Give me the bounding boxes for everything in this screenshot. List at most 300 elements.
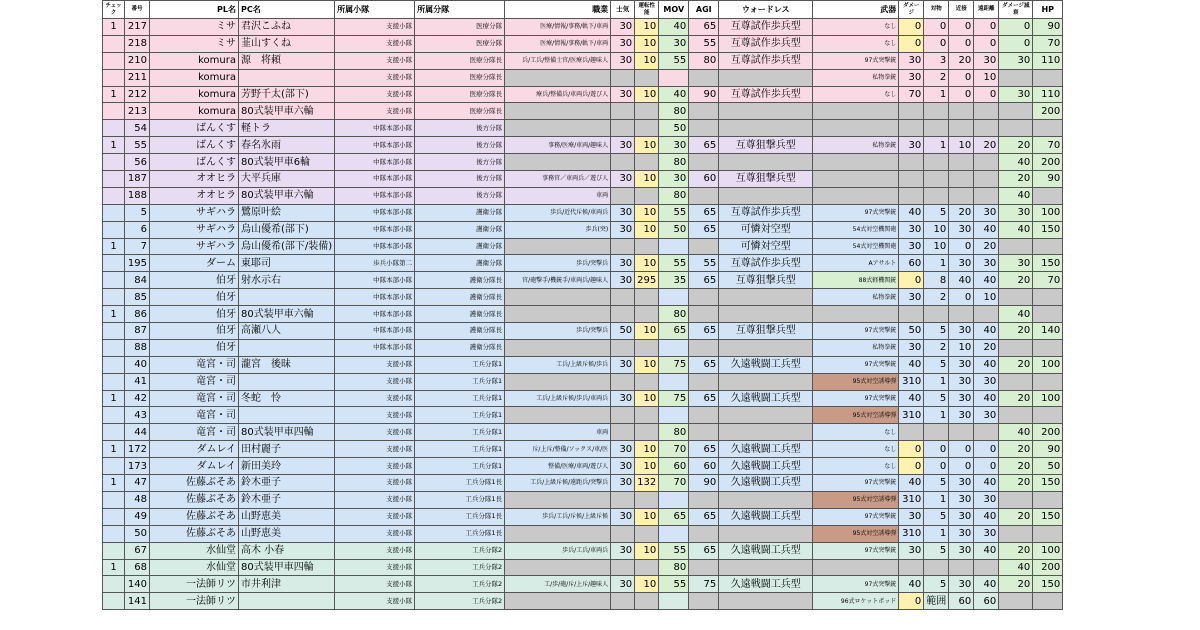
cell-class[interactable] (505, 559, 611, 576)
cell-squad[interactable]: 支援小隊 (335, 576, 415, 593)
cell-weapon[interactable]: 97式突撃銃 (813, 390, 899, 407)
cell-ranged[interactable]: 40 (974, 323, 999, 340)
cell-team[interactable]: 医療分隊 (415, 35, 505, 52)
cell-hp[interactable]: 200 (1033, 103, 1063, 120)
cell-number[interactable]: 56 (125, 154, 150, 171)
cell-class[interactable] (505, 593, 611, 610)
cell-morale[interactable]: 30 (611, 52, 635, 69)
cell-morale[interactable] (611, 154, 635, 171)
cell-damage-reduction[interactable] (999, 103, 1033, 120)
cell-melee[interactable]: 0 (949, 441, 974, 458)
cell-damage-reduction[interactable] (999, 339, 1033, 356)
cell-morale[interactable] (611, 306, 635, 323)
cell-wardress[interactable]: 互尊試作歩兵型 (719, 204, 813, 221)
cell-anti-object[interactable]: 5 (924, 390, 949, 407)
cell-pc-name[interactable]: 鈴木亜子 (239, 491, 335, 508)
cell-number[interactable]: 87 (125, 323, 150, 340)
cell-number[interactable]: 55 (125, 137, 150, 154)
cell-damage[interactable]: 30 (899, 137, 924, 154)
cell-wardress[interactable] (719, 120, 813, 137)
cell-wardress[interactable] (719, 424, 813, 441)
cell-team[interactable]: 護衛分隊 (415, 204, 505, 221)
cell-wardress[interactable] (719, 289, 813, 306)
cell-number[interactable]: 68 (125, 559, 150, 576)
cell-team[interactable]: 工兵分隊1 (415, 458, 505, 475)
cell-wardress[interactable]: 互尊狙撃兵型 (719, 272, 813, 289)
header-squad[interactable]: 所属小隊 (335, 1, 415, 19)
cell-weapon[interactable]: 97式突撃銃 (813, 204, 899, 221)
header-damage[interactable]: ダメージ (899, 1, 924, 19)
cell-ranged[interactable] (974, 154, 999, 171)
cell-weapon[interactable]: 95式対空誘導弾 (813, 373, 899, 390)
cell-weapon[interactable]: Aアサルト (813, 255, 899, 272)
cell-pl-name[interactable]: 伯牙 (150, 289, 239, 306)
cell-morale[interactable]: 30 (611, 441, 635, 458)
cell-class[interactable] (505, 525, 611, 542)
cell-wardress[interactable]: 互尊狙撃兵型 (719, 323, 813, 340)
cell-damage-reduction[interactable]: 20 (999, 508, 1033, 525)
cell-melee[interactable]: 30 (949, 323, 974, 340)
cell-pc-name[interactable]: 山野恵美 (239, 525, 335, 542)
cell-hp[interactable] (1033, 69, 1063, 86)
cell-vehicle[interactable]: 132 (635, 475, 659, 492)
cell-weapon[interactable]: 私物拳銃 (813, 289, 899, 306)
cell-wardress[interactable]: 互尊試作歩兵型 (719, 255, 813, 272)
cell-melee[interactable]: 30 (949, 576, 974, 593)
cell-agi[interactable] (689, 69, 719, 86)
cell-pl-name[interactable]: 佐藤ぶそあ (150, 508, 239, 525)
cell-melee[interactable]: 0 (949, 19, 974, 36)
cell-check[interactable] (103, 289, 125, 306)
cell-squad[interactable]: 中隊本部小隊 (335, 120, 415, 137)
cell-weapon[interactable]: 54式対空機関砲 (813, 221, 899, 238)
cell-pl-name[interactable]: komura (150, 69, 239, 86)
cell-squad[interactable]: 支援小隊 (335, 69, 415, 86)
cell-agi[interactable] (689, 525, 719, 542)
cell-class[interactable]: 歩兵/近代斥候/車両兵 (505, 204, 611, 221)
cell-damage-reduction[interactable] (999, 525, 1033, 542)
cell-ranged[interactable]: 20 (974, 137, 999, 154)
cell-morale[interactable]: 30 (611, 475, 635, 492)
cell-vehicle[interactable] (635, 559, 659, 576)
cell-class[interactable]: 工兵/上級斥候/遠距兵/突撃兵 (505, 475, 611, 492)
cell-check[interactable]: 1 (103, 559, 125, 576)
cell-pc-name[interactable]: 烏山優希(部下) (239, 221, 335, 238)
header-weapon[interactable]: 武器 (813, 1, 899, 19)
cell-ranged[interactable]: 30 (974, 491, 999, 508)
cell-anti-object[interactable]: 0 (924, 35, 949, 52)
cell-hp[interactable] (1033, 289, 1063, 306)
cell-number[interactable]: 48 (125, 491, 150, 508)
cell-ranged[interactable]: 40 (974, 390, 999, 407)
cell-check[interactable] (103, 491, 125, 508)
cell-morale[interactable] (611, 289, 635, 306)
cell-team[interactable]: 医療分隊長 (415, 69, 505, 86)
cell-class[interactable]: 工兵/上級斥候/歩兵 (505, 356, 611, 373)
cell-morale[interactable]: 30 (611, 221, 635, 238)
cell-anti-object[interactable]: 5 (924, 204, 949, 221)
cell-pc-name[interactable]: 芳野千太(部下) (239, 86, 335, 103)
cell-hp[interactable]: 100 (1033, 542, 1063, 559)
cell-class[interactable]: 兵/工兵/整備士官/医療兵/趣味人 (505, 52, 611, 69)
cell-agi[interactable]: 65 (689, 272, 719, 289)
cell-hp[interactable] (1033, 593, 1063, 610)
cell-mov[interactable]: 80 (659, 154, 689, 171)
header-mov[interactable]: MOV (659, 1, 689, 19)
cell-pl-name[interactable]: オオヒラ (150, 187, 239, 204)
cell-weapon[interactable]: 95式対空誘導弾 (813, 407, 899, 424)
cell-weapon[interactable]: 95式対空誘導弾 (813, 491, 899, 508)
cell-damage-reduction[interactable]: 40 (999, 154, 1033, 171)
cell-damage-reduction[interactable]: 40 (999, 559, 1033, 576)
cell-wardress[interactable] (719, 525, 813, 542)
cell-anti-object[interactable] (924, 306, 949, 323)
cell-anti-object[interactable]: 10 (924, 238, 949, 255)
cell-pl-name[interactable]: 伯牙 (150, 306, 239, 323)
cell-vehicle[interactable]: 10 (635, 19, 659, 36)
cell-vehicle[interactable]: 10 (635, 204, 659, 221)
cell-ranged[interactable]: 40 (974, 542, 999, 559)
cell-anti-object[interactable]: 1 (924, 137, 949, 154)
cell-check[interactable] (103, 255, 125, 272)
cell-class[interactable]: 車両 (505, 187, 611, 204)
cell-hp[interactable]: 200 (1033, 424, 1063, 441)
cell-team[interactable]: 護衛分隊 (415, 221, 505, 238)
cell-weapon[interactable]: なし (813, 441, 899, 458)
cell-vehicle[interactable]: 10 (635, 171, 659, 188)
cell-anti-object[interactable]: 5 (924, 323, 949, 340)
cell-team[interactable]: 工兵分隊1 (415, 407, 505, 424)
cell-team[interactable]: 医療分隊 (415, 19, 505, 36)
cell-weapon[interactable] (813, 187, 899, 204)
cell-class[interactable] (505, 306, 611, 323)
cell-pl-name[interactable]: ミサ (150, 19, 239, 36)
cell-number[interactable]: 187 (125, 171, 150, 188)
cell-agi[interactable] (689, 373, 719, 390)
cell-vehicle[interactable]: 10 (635, 390, 659, 407)
cell-damage-reduction[interactable] (999, 491, 1033, 508)
cell-damage[interactable] (899, 103, 924, 120)
cell-melee[interactable]: 40 (949, 272, 974, 289)
cell-weapon[interactable]: 97式突撃銃 (813, 323, 899, 340)
cell-damage-reduction[interactable] (999, 407, 1033, 424)
cell-mov[interactable] (659, 373, 689, 390)
cell-squad[interactable]: 中隊本部小隊 (335, 306, 415, 323)
cell-check[interactable] (103, 120, 125, 137)
cell-team[interactable]: 護衛分隊 (415, 255, 505, 272)
cell-melee[interactable] (949, 559, 974, 576)
cell-pl-name[interactable]: 伯牙 (150, 272, 239, 289)
cell-agi[interactable] (689, 424, 719, 441)
cell-number[interactable]: 40 (125, 356, 150, 373)
cell-damage[interactable] (899, 306, 924, 323)
cell-agi[interactable] (689, 559, 719, 576)
cell-pc-name[interactable]: 田村麗子 (239, 441, 335, 458)
cell-damage-reduction[interactable]: 20 (999, 356, 1033, 373)
cell-pc-name[interactable] (239, 289, 335, 306)
cell-number[interactable]: 88 (125, 339, 150, 356)
cell-damage[interactable]: 310 (899, 407, 924, 424)
cell-morale[interactable]: 30 (611, 542, 635, 559)
cell-pl-name[interactable]: 水仙堂 (150, 559, 239, 576)
cell-vehicle[interactable] (635, 306, 659, 323)
cell-vehicle[interactable]: 10 (635, 221, 659, 238)
cell-damage-reduction[interactable]: 30 (999, 52, 1033, 69)
cell-wardress[interactable]: 久遠戦闘工兵型 (719, 458, 813, 475)
cell-hp[interactable] (1033, 339, 1063, 356)
cell-pc-name[interactable]: 射水示右 (239, 272, 335, 289)
cell-damage[interactable]: 0 (899, 19, 924, 36)
cell-pc-name[interactable]: 市井利津 (239, 576, 335, 593)
cell-hp[interactable]: 90 (1033, 171, 1063, 188)
cell-ranged[interactable]: 40 (974, 272, 999, 289)
cell-ranged[interactable]: 0 (974, 19, 999, 36)
cell-squad[interactable]: 支援小隊 (335, 475, 415, 492)
cell-pl-name[interactable]: 佐藤ぶそあ (150, 525, 239, 542)
cell-mov[interactable] (659, 525, 689, 542)
cell-class[interactable] (505, 103, 611, 120)
cell-number[interactable]: 41 (125, 373, 150, 390)
cell-check[interactable] (103, 272, 125, 289)
cell-ranged[interactable] (974, 306, 999, 323)
cell-weapon[interactable]: 97式突撃銃 (813, 52, 899, 69)
cell-wardress[interactable]: 久遠戦闘工兵型 (719, 390, 813, 407)
cell-agi[interactable] (689, 306, 719, 323)
cell-ranged[interactable]: 40 (974, 356, 999, 373)
cell-class[interactable]: 歩兵/工兵/車両兵 (505, 542, 611, 559)
cell-team[interactable]: 護衛分隊 (415, 238, 505, 255)
cell-team[interactable]: 工兵分隊1長 (415, 491, 505, 508)
cell-damage[interactable]: 0 (899, 35, 924, 52)
cell-pl-name[interactable]: 佐藤ぶそあ (150, 475, 239, 492)
cell-damage-reduction[interactable]: 0 (999, 19, 1033, 36)
cell-morale[interactable]: 50 (611, 323, 635, 340)
cell-damage-reduction[interactable]: 0 (999, 35, 1033, 52)
cell-vehicle[interactable] (635, 593, 659, 610)
cell-check[interactable] (103, 35, 125, 52)
cell-melee[interactable]: 0 (949, 238, 974, 255)
cell-pl-name[interactable]: 竜宮・司 (150, 356, 239, 373)
cell-wardress[interactable]: 久遠戦闘工兵型 (719, 508, 813, 525)
cell-damage[interactable]: 40 (899, 475, 924, 492)
cell-pc-name[interactable] (239, 593, 335, 610)
cell-class[interactable]: 医療/情報/事務/軌下/車両 (505, 19, 611, 36)
cell-anti-object[interactable] (924, 120, 949, 137)
cell-wardress[interactable] (719, 306, 813, 323)
cell-team[interactable]: 護衛分隊長 (415, 289, 505, 306)
cell-team[interactable]: 工兵分隊1長 (415, 508, 505, 525)
header-check[interactable]: チェック (103, 1, 125, 19)
cell-check[interactable]: 1 (103, 19, 125, 36)
cell-hp[interactable]: 70 (1033, 272, 1063, 289)
cell-team[interactable]: 工兵分隊2 (415, 559, 505, 576)
cell-ranged[interactable]: 20 (974, 238, 999, 255)
cell-melee[interactable]: 30 (949, 373, 974, 390)
cell-hp[interactable]: 150 (1033, 255, 1063, 272)
cell-weapon[interactable] (813, 306, 899, 323)
cell-wardress[interactable]: 可憐対空型 (719, 238, 813, 255)
cell-damage-reduction[interactable] (999, 289, 1033, 306)
cell-mov[interactable]: 50 (659, 120, 689, 137)
cell-agi[interactable] (689, 407, 719, 424)
cell-number[interactable]: 5 (125, 204, 150, 221)
cell-mov[interactable]: 30 (659, 171, 689, 188)
header-anti-object[interactable]: 対物 (924, 1, 949, 19)
cell-pl-name[interactable]: 竜宮・司 (150, 373, 239, 390)
cell-squad[interactable]: 支援小隊 (335, 508, 415, 525)
cell-morale[interactable]: 30 (611, 508, 635, 525)
cell-melee[interactable] (949, 154, 974, 171)
cell-hp[interactable]: 200 (1033, 154, 1063, 171)
cell-damage[interactable] (899, 424, 924, 441)
cell-check[interactable]: 1 (103, 306, 125, 323)
cell-check[interactable] (103, 154, 125, 171)
cell-check[interactable]: 1 (103, 86, 125, 103)
cell-number[interactable]: 188 (125, 187, 150, 204)
cell-wardress[interactable] (719, 103, 813, 120)
cell-melee[interactable]: 30 (949, 475, 974, 492)
cell-anti-object[interactable]: 1 (924, 255, 949, 272)
cell-wardress[interactable] (719, 491, 813, 508)
cell-squad[interactable]: 中隊本部小隊 (335, 187, 415, 204)
cell-weapon[interactable]: 97式突撃銃 (813, 475, 899, 492)
cell-mov[interactable]: 30 (659, 35, 689, 52)
cell-pl-name[interactable]: 竜宮・司 (150, 407, 239, 424)
cell-anti-object[interactable]: 1 (924, 491, 949, 508)
cell-hp[interactable] (1033, 187, 1063, 204)
cell-number[interactable]: 217 (125, 19, 150, 36)
cell-hp[interactable] (1033, 491, 1063, 508)
cell-vehicle[interactable] (635, 339, 659, 356)
cell-melee[interactable]: 10 (949, 137, 974, 154)
cell-mov[interactable]: 65 (659, 323, 689, 340)
cell-wardress[interactable]: 互尊試作歩兵型 (719, 86, 813, 103)
cell-pl-name[interactable]: ダムレイ (150, 441, 239, 458)
cell-ranged[interactable] (974, 171, 999, 188)
cell-damage[interactable]: 50 (899, 323, 924, 340)
cell-damage[interactable]: 0 (899, 272, 924, 289)
cell-agi[interactable] (689, 154, 719, 171)
cell-damage-reduction[interactable]: 40 (999, 306, 1033, 323)
cell-hp[interactable]: 110 (1033, 86, 1063, 103)
cell-agi[interactable] (689, 120, 719, 137)
cell-damage-reduction[interactable]: 20 (999, 576, 1033, 593)
cell-anti-object[interactable]: 0 (924, 458, 949, 475)
cell-melee[interactable]: 30 (949, 221, 974, 238)
cell-pl-name[interactable]: サギハラ (150, 221, 239, 238)
cell-vehicle[interactable] (635, 187, 659, 204)
cell-number[interactable]: 42 (125, 390, 150, 407)
cell-wardress[interactable]: 可憐対空型 (719, 221, 813, 238)
cell-mov[interactable]: 55 (659, 576, 689, 593)
cell-team[interactable]: 後方分隊 (415, 154, 505, 171)
cell-morale[interactable]: 30 (611, 171, 635, 188)
cell-number[interactable]: 67 (125, 542, 150, 559)
cell-anti-object[interactable]: 2 (924, 69, 949, 86)
cell-mov[interactable]: 80 (659, 187, 689, 204)
cell-agi[interactable] (689, 491, 719, 508)
cell-hp[interactable]: 140 (1033, 323, 1063, 340)
cell-mov[interactable] (659, 289, 689, 306)
cell-anti-object[interactable]: 1 (924, 407, 949, 424)
cell-pl-name[interactable]: komura (150, 86, 239, 103)
cell-class[interactable] (505, 238, 611, 255)
cell-number[interactable]: 172 (125, 441, 150, 458)
cell-anti-object[interactable]: 2 (924, 289, 949, 306)
cell-melee[interactable]: 30 (949, 356, 974, 373)
cell-ranged[interactable]: 30 (974, 525, 999, 542)
cell-class[interactable] (505, 373, 611, 390)
cell-ranged[interactable]: 0 (974, 441, 999, 458)
cell-morale[interactable] (611, 525, 635, 542)
cell-squad[interactable]: 中隊本部小隊 (335, 238, 415, 255)
cell-damage[interactable] (899, 187, 924, 204)
cell-wardress[interactable] (719, 339, 813, 356)
cell-hp[interactable]: 100 (1033, 390, 1063, 407)
cell-squad[interactable]: 支援小隊 (335, 525, 415, 542)
cell-team[interactable]: 工兵分隊1長 (415, 475, 505, 492)
cell-melee[interactable] (949, 424, 974, 441)
cell-squad[interactable]: 中隊本部小隊 (335, 289, 415, 306)
cell-check[interactable] (103, 339, 125, 356)
cell-damage-reduction[interactable]: 40 (999, 187, 1033, 204)
cell-melee[interactable]: 30 (949, 255, 974, 272)
cell-melee[interactable]: 0 (949, 69, 974, 86)
cell-weapon[interactable]: なし (813, 86, 899, 103)
cell-team[interactable]: 工兵分隊1 (415, 424, 505, 441)
cell-class[interactable]: 歩兵/突撃兵 (505, 255, 611, 272)
cell-anti-object[interactable] (924, 154, 949, 171)
cell-hp[interactable]: 150 (1033, 508, 1063, 525)
cell-damage[interactable]: 30 (899, 542, 924, 559)
cell-anti-object[interactable]: 5 (924, 576, 949, 593)
cell-number[interactable]: 173 (125, 458, 150, 475)
cell-check[interactable] (103, 103, 125, 120)
cell-pl-name[interactable]: 水仙堂 (150, 542, 239, 559)
cell-pc-name[interactable]: 高木 小春 (239, 542, 335, 559)
header-morale[interactable]: 士気 (611, 1, 635, 19)
cell-squad[interactable]: 支援小隊 (335, 35, 415, 52)
cell-damage-reduction[interactable] (999, 120, 1033, 137)
cell-check[interactable] (103, 52, 125, 69)
cell-pc-name[interactable]: 山野恵美 (239, 508, 335, 525)
cell-wardress[interactable] (719, 187, 813, 204)
cell-damage[interactable]: 30 (899, 508, 924, 525)
cell-weapon[interactable]: なし (813, 458, 899, 475)
cell-damage-reduction[interactable] (999, 238, 1033, 255)
cell-mov[interactable]: 55 (659, 204, 689, 221)
cell-number[interactable]: 47 (125, 475, 150, 492)
cell-hp[interactable]: 70 (1033, 35, 1063, 52)
cell-vehicle[interactable]: 10 (635, 255, 659, 272)
cell-class[interactable]: 歩兵/突撃兵 (505, 323, 611, 340)
cell-wardress[interactable]: 互尊試作歩兵型 (719, 35, 813, 52)
cell-squad[interactable]: 支援小隊 (335, 491, 415, 508)
cell-melee[interactable]: 30 (949, 525, 974, 542)
cell-morale[interactable] (611, 559, 635, 576)
cell-anti-object[interactable]: 3 (924, 52, 949, 69)
cell-team[interactable]: 医療分隊長 (415, 103, 505, 120)
cell-team[interactable]: 工兵分隊2 (415, 542, 505, 559)
cell-hp[interactable] (1033, 373, 1063, 390)
cell-number[interactable]: 141 (125, 593, 150, 610)
cell-damage[interactable]: 30 (899, 221, 924, 238)
cell-pc-name[interactable]: 春名氷雨 (239, 137, 335, 154)
cell-squad[interactable]: 支援小隊 (335, 86, 415, 103)
cell-weapon[interactable]: 95式対空誘導弾 (813, 525, 899, 542)
cell-agi[interactable] (689, 339, 719, 356)
cell-pl-name[interactable]: サギハラ (150, 238, 239, 255)
